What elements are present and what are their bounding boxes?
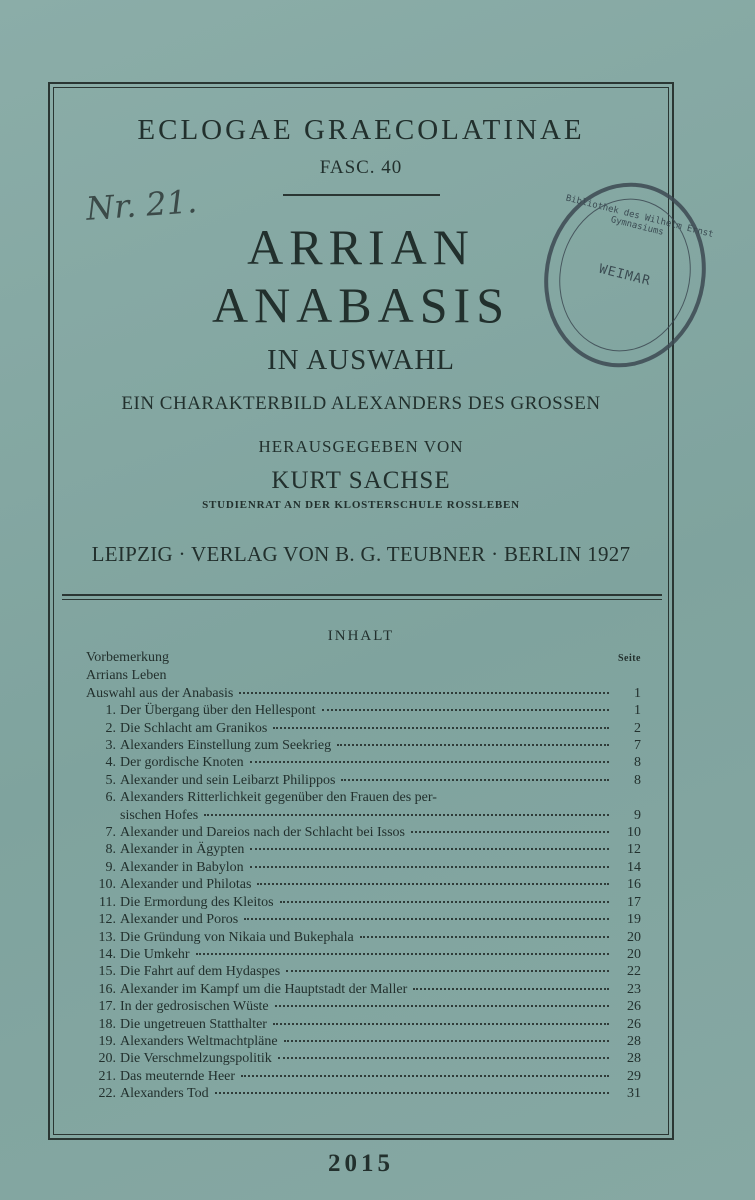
toc-entry-text: Die Gründung von Nikaia und Bukephala <box>120 929 354 945</box>
toc-dot-leader <box>215 1092 609 1094</box>
stamp-center-text: WEIMAR <box>597 261 653 290</box>
toc-dot-leader <box>286 970 609 972</box>
toc-entry-number: 6. <box>105 790 116 806</box>
toc-entry-text: In der gedrosischen Wüste <box>120 999 269 1015</box>
subtitle: IN AUSWAHL <box>266 344 456 376</box>
toc-dot-leader <box>244 918 609 920</box>
toc-page-number: 9 <box>634 807 641 823</box>
toc-entry-number: 12. <box>98 912 116 928</box>
toc-entry <box>86 824 641 841</box>
toc-dot-leader <box>250 848 609 850</box>
toc-dot-leader <box>413 988 609 990</box>
toc-entry-text: Die Verschmelzungspolitik <box>120 1051 272 1067</box>
toc-entry-label <box>86 737 331 754</box>
toc-entry-text: Alexander in Babylon <box>120 859 244 875</box>
toc-entry-label <box>86 981 407 998</box>
toc-entry-text: Alexander und sein Leibarzt Philippos <box>120 772 336 788</box>
toc-entry <box>86 667 641 684</box>
stamp-ring-text: Bibliothek des Wilhelm Ernst Gymnasiums <box>564 193 715 240</box>
toc-entry-text: Der Übergang über den Hellespont <box>120 703 316 719</box>
toc-entry-text: Die Fahrt auf dem Hydaspes <box>120 964 281 980</box>
toc-entry-text: Auswahl aus der Anabasis <box>86 685 234 701</box>
toc-entry-label <box>86 720 267 737</box>
toc-entry <box>86 929 641 946</box>
toc-entry-number: 2. <box>105 720 116 736</box>
toc-dot-leader <box>257 883 609 885</box>
toc-dot-leader <box>280 901 609 903</box>
toc-dot-leader <box>250 761 609 763</box>
author-name: ARRIAN <box>247 219 475 275</box>
toc-entry-text: Alexanders Tod <box>120 1086 209 1102</box>
toc-entry-text: Das meuternde Heer <box>120 1068 236 1084</box>
toc-entry <box>86 981 641 998</box>
toc-page-number: 26 <box>627 1016 641 1032</box>
table-of-contents <box>86 649 641 1103</box>
toc-dot-leader <box>273 1023 609 1025</box>
toc-page-number: 26 <box>627 999 641 1015</box>
catalog-number: 2015 <box>328 1150 394 1177</box>
toc-entry-label <box>86 859 244 876</box>
toc-dot-leader <box>273 727 609 729</box>
toc-page-number: 8 <box>634 772 641 788</box>
toc-entry <box>86 807 641 824</box>
toc-entry-text: Der gordische Knoten <box>120 755 244 771</box>
toc-entry <box>86 789 641 806</box>
toc-entry <box>86 1033 641 1050</box>
section-divider-top <box>62 594 662 596</box>
toc-entry <box>86 859 641 876</box>
book-title: ANABASIS <box>211 277 511 333</box>
toc-entry-label <box>86 894 274 911</box>
toc-dot-leader <box>196 953 609 955</box>
toc-entry-number: 3. <box>105 738 116 754</box>
toc-dot-leader <box>241 1075 609 1077</box>
toc-entry-number: 5. <box>105 772 116 788</box>
toc-entry-number: 13. <box>98 929 116 945</box>
toc-entry <box>86 841 641 858</box>
toc-entry <box>86 1068 641 1085</box>
toc-dot-leader <box>204 814 609 816</box>
toc-entry-number: 21. <box>98 1068 116 1084</box>
toc-entry <box>86 946 641 963</box>
toc-page-number: 1 <box>634 685 641 701</box>
toc-entry-number: 7. <box>105 825 116 841</box>
toc-entry-number: 17. <box>98 999 116 1015</box>
toc-dot-leader <box>239 692 609 694</box>
toc-entry-label <box>86 946 190 963</box>
toc-entry-label <box>86 754 244 771</box>
toc-entry <box>86 720 641 737</box>
editor-name: KURT SACHSE <box>271 467 451 494</box>
toc-dot-leader <box>250 866 609 868</box>
toc-entry-text: Die Umkehr <box>120 946 190 962</box>
toc-entry <box>86 963 641 980</box>
toc-page-number: 7 <box>634 738 641 754</box>
toc-entry-text: Die ungetreuen Statthalter <box>120 1016 267 1032</box>
toc-page-header: Seite <box>617 653 641 664</box>
toc-heading: INHALT <box>327 628 395 644</box>
toc-entry <box>86 1050 641 1067</box>
toc-entry-label <box>86 998 269 1015</box>
toc-entry <box>86 685 641 702</box>
toc-entry <box>86 1016 641 1033</box>
toc-entry-number: 10. <box>98 877 116 893</box>
toc-entry-number: 1. <box>105 703 116 719</box>
toc-entry-number: 4. <box>105 755 116 771</box>
toc-entry-number: 22. <box>98 1086 116 1102</box>
toc-page-number: 17 <box>627 894 641 910</box>
toc-entry-label <box>86 1068 235 1085</box>
fascicle-number: FASC. 40 <box>319 157 403 178</box>
toc-entry-text: Alexander im Kampf um die Hauptstadt der Maller <box>120 981 408 997</box>
toc-dot-leader <box>278 1057 609 1059</box>
toc-entry-label <box>86 929 354 946</box>
toc-entry-number: 16. <box>98 981 116 997</box>
toc-entry-label <box>86 824 405 841</box>
toc-entry-number: 19. <box>98 1033 116 1049</box>
toc-page-number: 1 <box>634 703 641 719</box>
toc-entry-label <box>86 841 244 858</box>
toc-entry-label <box>86 1085 209 1102</box>
toc-entry-text: Alexanders Ritterlichkeit gegenüber den Frauen des per- <box>120 790 437 806</box>
handwritten-note: Nr. 21. <box>84 182 199 228</box>
title-divider <box>283 194 440 196</box>
publisher-line: LEIPZIG · VERLAG VON B. G. TEUBNER · BERLIN 1927 <box>91 542 631 566</box>
toc-entry-number: 18. <box>98 1016 116 1032</box>
toc-page-number: 23 <box>627 981 641 997</box>
toc-entry-text: Arrians Leben <box>86 668 167 684</box>
toc-entry <box>86 702 641 719</box>
toc-entry <box>86 876 641 893</box>
toc-entry-label <box>86 1050 272 1067</box>
toc-page-number: 14 <box>627 859 641 875</box>
toc-entry-number: 20. <box>98 1051 116 1067</box>
toc-page-number: 29 <box>627 1068 641 1084</box>
toc-page-number: 12 <box>627 842 641 858</box>
toc-entry-number: 8. <box>105 842 116 858</box>
toc-dot-leader <box>275 1005 609 1007</box>
toc-page-number: 10 <box>627 825 641 841</box>
toc-entry-label <box>86 772 335 789</box>
toc-dot-leader <box>360 936 609 938</box>
toc-entry-number: 9. <box>105 859 116 875</box>
toc-page-number: 31 <box>627 1086 641 1102</box>
toc-entry-label <box>86 685 233 702</box>
section-divider-bottom <box>62 599 662 600</box>
toc-page-number: 2 <box>634 720 641 736</box>
toc-entry-text: sischen Hofes <box>120 807 199 823</box>
series-title: ECLOGAE GRAECOLATINAE <box>137 114 585 146</box>
toc-entry <box>86 1085 641 1102</box>
toc-entry <box>86 649 641 667</box>
toc-entry-label <box>86 702 316 719</box>
toc-entry-number: 14. <box>98 946 116 962</box>
toc-dot-leader <box>284 1040 609 1042</box>
toc-entry-text: Alexander und Dareios nach der Schlacht bei Issos <box>120 825 405 841</box>
toc-entry <box>86 754 641 771</box>
edited-by-label: HERAUSGEGEBEN VON <box>258 437 464 456</box>
toc-entry-text: Alexander in Ägypten <box>120 842 245 858</box>
toc-page-number: 8 <box>634 755 641 771</box>
toc-entry <box>86 737 641 754</box>
toc-entry-text: Vorbemerkung <box>86 650 169 665</box>
toc-entry-label <box>86 649 169 666</box>
toc-entry-label <box>86 667 166 684</box>
toc-dot-leader <box>337 744 609 746</box>
toc-entry-label <box>86 1033 278 1050</box>
toc-entry-text: Alexander und Philotas <box>120 877 252 893</box>
toc-entry-label <box>86 876 251 893</box>
toc-entry-text: Die Schlacht am Granikos <box>120 720 268 736</box>
toc-dot-leader <box>322 709 609 711</box>
toc-entry <box>86 911 641 928</box>
toc-entry-text: Alexander und Poros <box>120 912 239 928</box>
toc-entry-number: 15. <box>98 964 116 980</box>
toc-entry-text: Die Ermordung des Kleitos <box>120 894 274 910</box>
toc-page-number: 19 <box>627 912 641 928</box>
toc-entry-label <box>86 1016 267 1033</box>
toc-page-number: 16 <box>627 877 641 893</box>
toc-entry <box>86 998 641 1015</box>
toc-entry-label <box>86 911 238 928</box>
toc-page-number: 28 <box>627 1033 641 1049</box>
toc-entry-text: Alexanders Weltmachtpläne <box>120 1033 278 1049</box>
toc-page-number: 20 <box>627 946 641 962</box>
subtitle-secondary: EIN CHARAKTERBILD ALEXANDERS DES GROSSEN <box>121 393 601 414</box>
toc-entry-number: 11. <box>99 894 116 910</box>
toc-entry <box>86 772 641 789</box>
editor-role: STUDIENRAT AN DER KLOSTERSCHULE ROSSLEBEN <box>202 499 520 511</box>
toc-entry-label <box>86 963 280 980</box>
toc-page-number: 22 <box>627 964 641 980</box>
toc-entry-label <box>86 789 437 806</box>
toc-page-number: 28 <box>627 1051 641 1067</box>
toc-entry <box>86 894 641 911</box>
toc-entry-text: Alexanders Einstellung zum Seekrieg <box>120 738 332 754</box>
toc-dot-leader <box>411 831 609 833</box>
toc-entry-label <box>86 807 198 824</box>
toc-dot-leader <box>341 779 609 781</box>
toc-page-number: 20 <box>627 929 641 945</box>
